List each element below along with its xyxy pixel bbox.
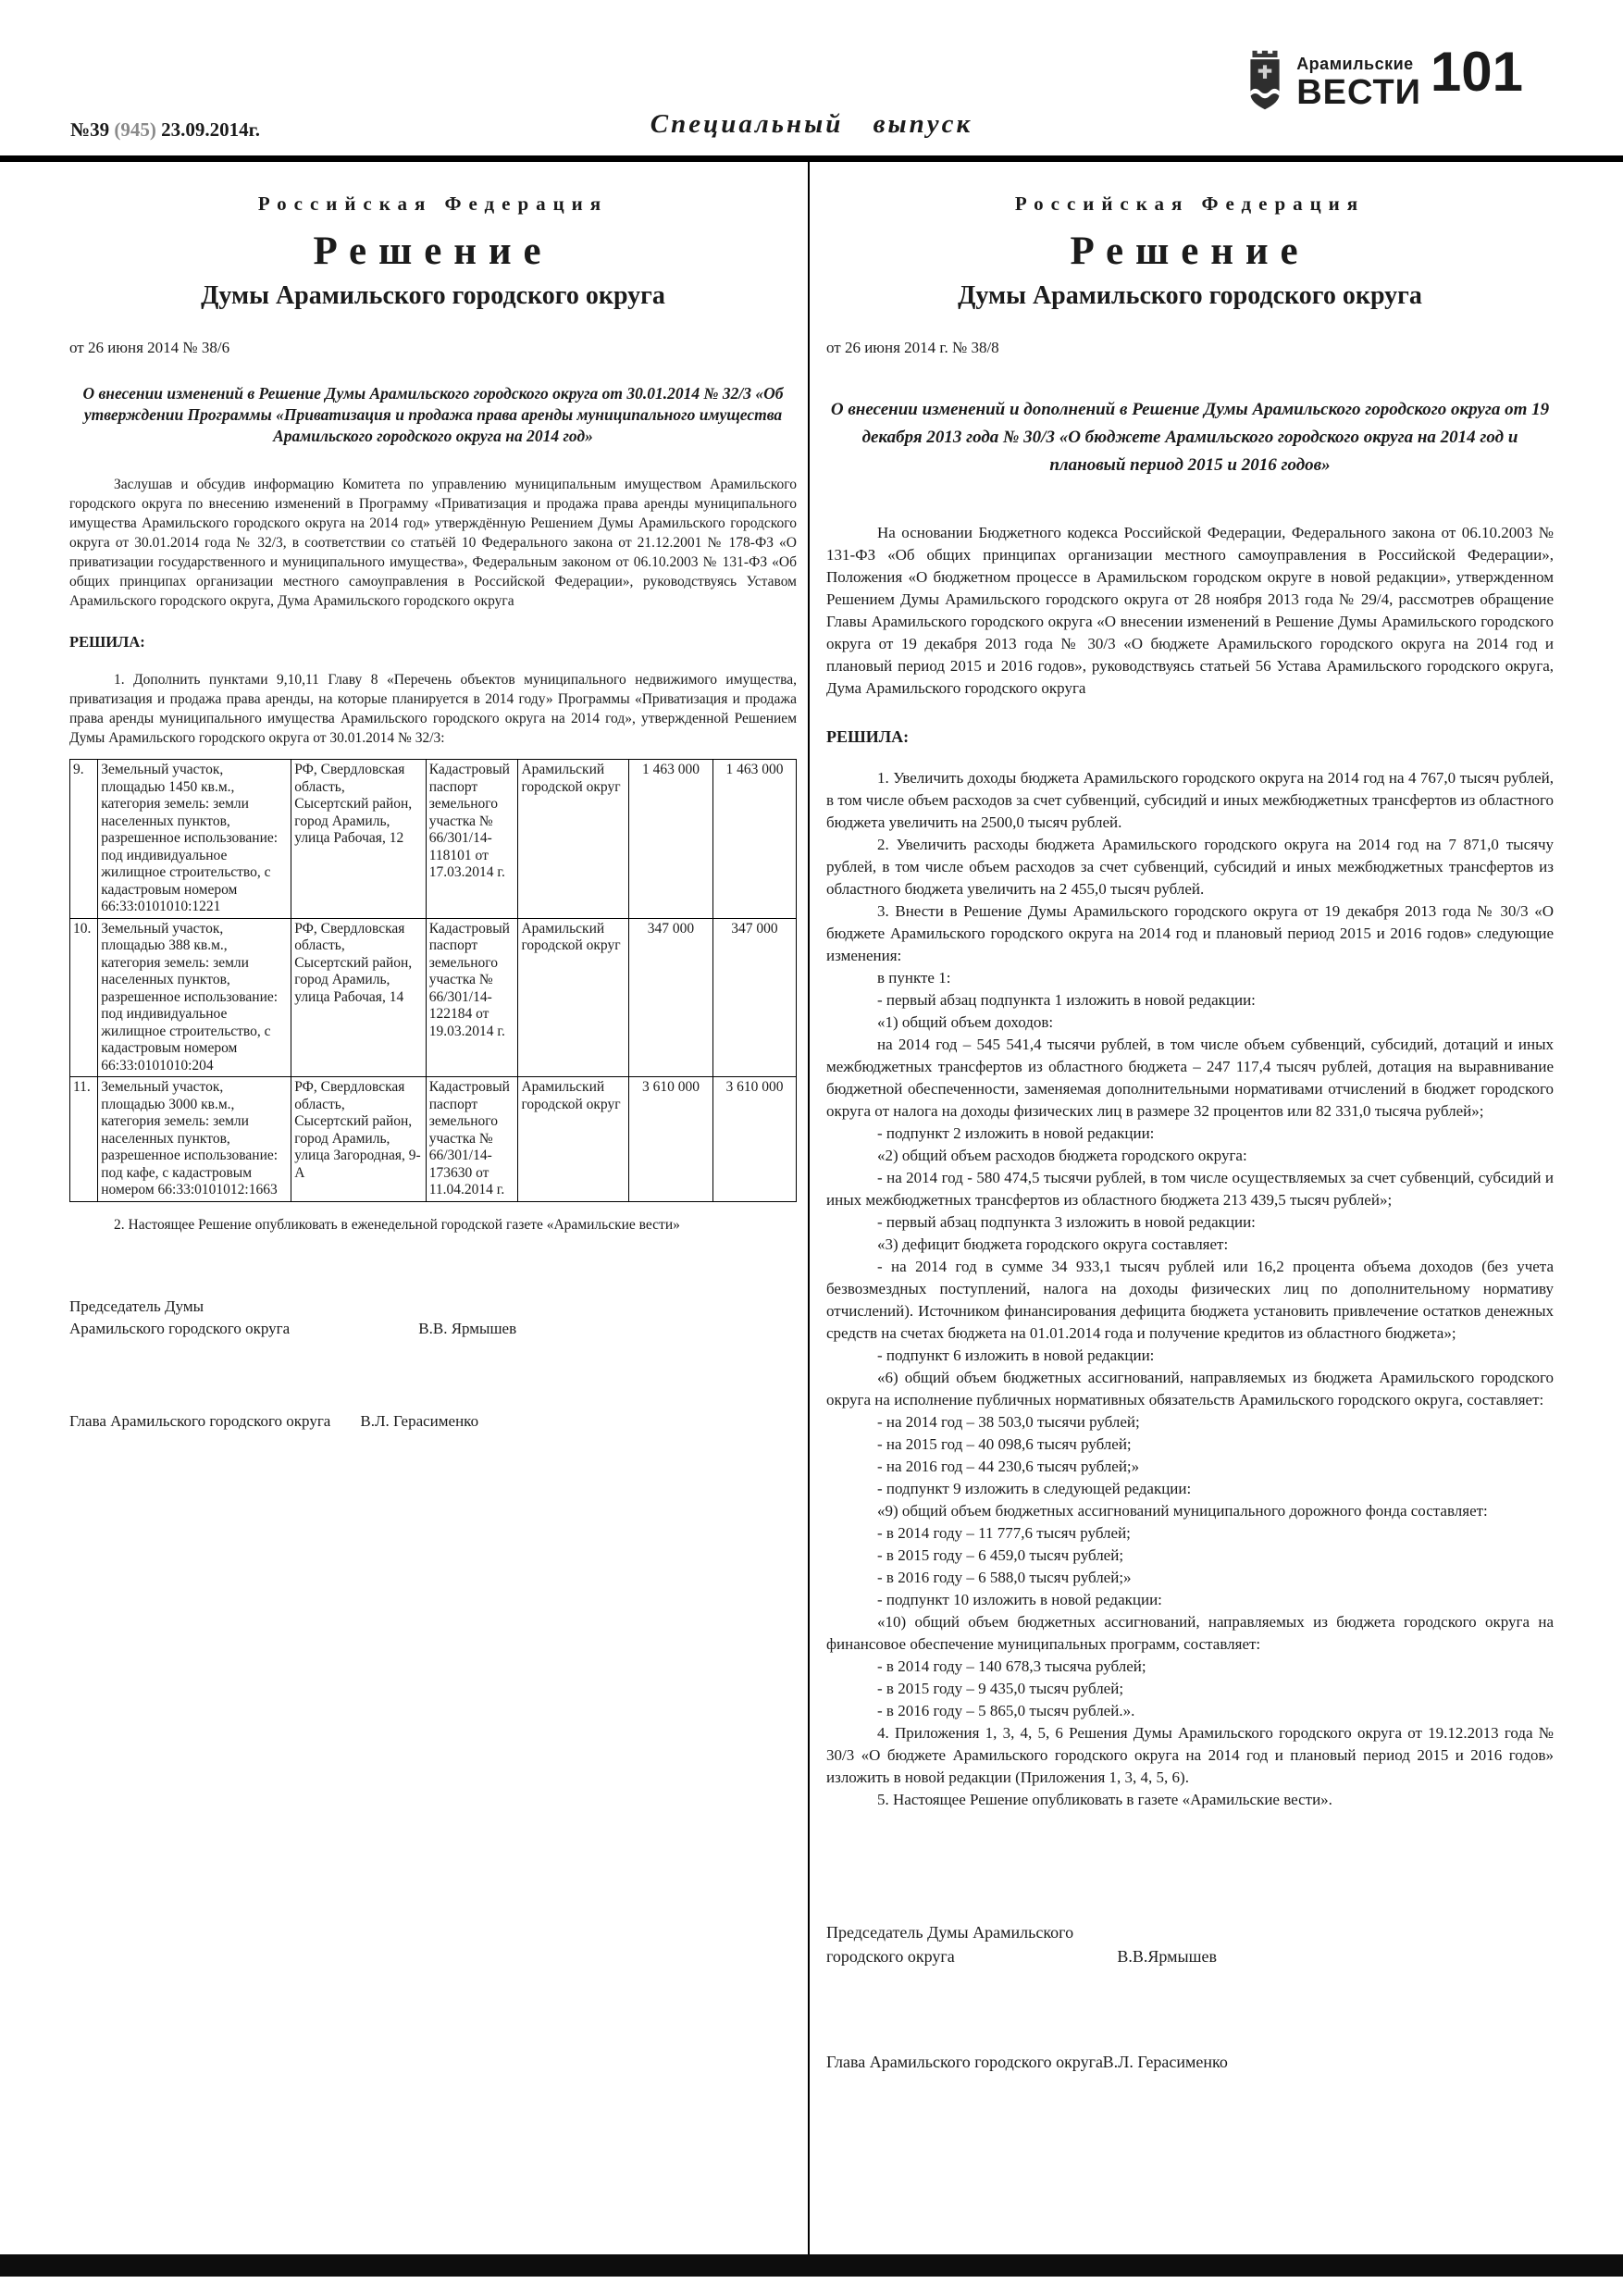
paragraph: - на 2014 год в сумме 34 933,1 тысяч рублей или 16,2 процента объема доходов (без учета безвозмездных поступлений, налога на доходы физических лиц по дополнительному нормативу отчислений). Источником финансирования дефицита бюджета установить привлечение остатков денежных средств на счетах бюджета на 01.01.2014 года и получение кредитов из областного бюджета»; bbox=[826, 1258, 1554, 1342]
signature-chairman bbox=[826, 1920, 1554, 1968]
logo-name-top: Арамильские bbox=[1296, 55, 1414, 73]
paragraph: 2. Увеличить расходы бюджета Арамильского городского округа на 2014 год на 7 871,0 тысячу рублей, в том числе объем расходов за счет субвенций, субсидий и иных межбюджетных трансфертов из областного бюджета увеличить на 2 455,0 тысяч рублей. bbox=[826, 836, 1554, 898]
signature-head bbox=[826, 2050, 1554, 2074]
paragraph: - на 2014 год - 580 474,5 тысячи рублей, в том числе осуществляемых за счет субвенций, субсидий и иных межбюджетных трансфертов из областного бюджета 213 439,5 тысяч рублей»; bbox=[826, 1169, 1554, 1209]
column-divider bbox=[808, 162, 810, 2254]
signature-name: В.Л. Герасименко bbox=[360, 1411, 479, 1430]
paragraph: - подпункт 6 изложить в новой редакции: bbox=[877, 1347, 1155, 1364]
bottom-bar bbox=[0, 2254, 1623, 2277]
paragraph: «9) общий объем бюджетных ассигнований муниципального дорожного фонда составляет: bbox=[877, 1502, 1488, 1520]
decision-body bbox=[826, 767, 1554, 1811]
signature-name: В.В. Ярмышев bbox=[418, 1319, 517, 1337]
resolved-label: РЕШИЛА: bbox=[69, 633, 145, 651]
org-heading: Думы Арамильского городского округа bbox=[958, 281, 1422, 310]
paragraph: 1. Увеличить доходы бюджета Арамильского городского округа на 2014 год на 4 767,0 тысяч рублей, в том числе объем расходов за счет субвенций, субсидий и иных межбюджетных трансфертов из областного бюджета увеличить на 2500,0 тысяч рублей. bbox=[826, 769, 1554, 831]
decision-date: от 26 июня 2014 г. № 38/8 bbox=[826, 339, 999, 356]
paragraph: «10) общий объем бюджетных ассигнований, направляемых из бюджета городского округа на финансовое обеспечение муниципальных программ, составляет: bbox=[826, 1613, 1554, 1653]
cell-description: Земельный участок, площадью 388 кв.м., категория земель: земли населенных пунктов, разрешенное использование: под индивидуальное жилищное строительство, с кадастровым номером 66:33:0101010:204 bbox=[98, 918, 291, 1077]
paragraph: на 2014 год – 545 541,4 тысячи рублей, в том числе объем субвенций, субсидий, дотаций и иных межбюджетных трансфертов из областного бюджета – 247 117,4 тысяч рублей, дотация на выравнивание бюджетной обеспеченности, заменяемая дополнительными нормативами отчислений в бюджет городского округа от налога на доходы физических лиц в размере 32 процентов или 82 331,0 тысяча рублей»; bbox=[826, 1036, 1554, 1120]
resolved-label: РЕШИЛА: bbox=[826, 727, 910, 746]
cell-number: 9. bbox=[70, 760, 98, 919]
signature-name: В.В.Ярмышев bbox=[1117, 1947, 1217, 1966]
table-row bbox=[70, 1077, 797, 1202]
paragraph: - подпункт 9 изложить в следующей редакции: bbox=[877, 1480, 1192, 1497]
paragraph: - на 2016 год – 44 230,6 тысяч рублей;» bbox=[877, 1458, 1140, 1475]
paragraph: - в 2016 году – 6 588,0 тысяч рублей;» bbox=[877, 1569, 1132, 1586]
org-heading: Думы Арамильского городского округа bbox=[201, 281, 665, 310]
country-heading: Российская Федерация bbox=[1014, 192, 1366, 215]
signature-title-line: Председатель Думы Арамильского bbox=[826, 1923, 1074, 1942]
signature-title-line: городского округа bbox=[826, 1947, 955, 1966]
paragraph: 4. Приложения 1, 3, 4, 5, 6 Решения Думы Арамильского городского округа от 19.12.2013 года № 30/3 «О бюджете Арамильского городского округа на 2014 год и плановый период 2015 и 2016 годов» изложить в новой редакции (Приложения 1, 3, 4, 5, 6). bbox=[826, 1724, 1554, 1786]
paragraph: 5. Настоящее Решение опубликовать в газете «Арамильские вести». bbox=[877, 1791, 1332, 1808]
cell-description: Земельный участок, площадью 3000 кв.м., категория земель: земли населенных пунктов, разрешенное использование: под кафе, с кадастровым номером 66:33:0101012:1663 bbox=[98, 1077, 291, 1202]
doc-type-heading: Решение bbox=[313, 230, 553, 273]
cell-number: 10. bbox=[70, 918, 98, 1077]
item-2: 2. Настоящее Решение опубликовать в еженедельной городской газете «Арамильские вести» bbox=[114, 1216, 680, 1233]
cell-cadastral: Кадастровый паспорт земельного участка № 66/301/14-118101 от 17.03.2014 г. bbox=[426, 760, 518, 919]
decision-title: О внесении изменений в Решение Думы Арамильского городского округа от 30.01.2014 № 32/3 «Об утверждении Программы «Приватизация и продажа права аренды муниципального имущества Арамильского городского округа на 2014 год» bbox=[82, 384, 784, 445]
cell-location: РФ, Свердловская область, Сысертский район, город Арамиль, улица Загородная, 9-А bbox=[291, 1077, 427, 1202]
paragraph: - в 2015 году – 6 459,0 тысяч рублей; bbox=[877, 1546, 1124, 1564]
preamble: Заслушав и обсудив информацию Комитета по управлению муниципальным имуществом Арамильского городского округа по внесению изменений в Программу «Приватизация и продажа права аренды муниципального имущества Арамильского городского округа на 2014 год» утверждённую Решением Думы Арамильского городского округа от 30.01.2014 года № 32/3, в соответствии со статьёй 10 Федерального закона от 21.12.2001 № 178-ФЗ «О приватизации государственного и муниципального имущества», Федеральным законом от 06.10.2003 № 131-ФЗ «Об общих принципах организации местного самоуправления в Российской Федерации», руководствуясь Уставом Арамильского городского округа, Дума Арамильского городского округа bbox=[69, 477, 797, 609]
issue-paren: (945) bbox=[114, 118, 156, 141]
signature-title-line: Председатель Думы bbox=[69, 1297, 204, 1315]
cell-value-1: 347 000 bbox=[629, 918, 713, 1077]
table-row bbox=[70, 760, 797, 919]
cell-location: РФ, Свердловская область, Сысертский район, город Арамиль, улица Рабочая, 12 bbox=[291, 760, 427, 919]
cell-value-2: 347 000 bbox=[712, 918, 796, 1077]
cell-cadastral: Кадастровый паспорт земельного участка № 66/301/14-122184 от 19.03.2014 г. bbox=[426, 918, 518, 1077]
decision-title: О внесении изменений и дополнений в Решение Думы Арамильского городского округа от 19 декабря 2013 года № 30/3 «О бюджете Арамильского городского округа на 2014 год и плановый период 2015 и 2016 годов» bbox=[830, 400, 1550, 475]
preamble: На основании Бюджетного кодекса Российской Федерации, Федерального закона от 06.10.2003 № 131-ФЗ «Об общих принципах организации местного самоуправления в Российской Федерации», Положения «О бюджетном процессе в Арамильском городском округе в новой редакции», утвержденном Решением Думы Арамильского городского округа от 28 ноября 2013 года № 29/4, рассмотрев обращение Главы Арамильского городского округа «О внесении изменений в Решение Думы Арамильского городского округа от 19 декабря 2013 года № 30/3 «О бюджете Арамильского городского округа на 2014 год и плановый период 2015 и 2016 годов», руководствуясь статьей 56 Устава Арамильского городского округа, Дума Арамильского городского округа bbox=[826, 524, 1554, 697]
paragraph: «1) общий объем доходов: bbox=[877, 1013, 1054, 1031]
cell-value-2: 1 463 000 bbox=[712, 760, 796, 919]
paragraph: - в 2014 году – 11 777,6 тысяч рублей; bbox=[877, 1524, 1131, 1542]
cell-cadastral: Кадастровый паспорт земельного участка № 66/301/14-173630 от 11.04.2014 г. bbox=[426, 1077, 518, 1202]
signature-title-line: Глава Арамильского городского округа bbox=[69, 1411, 331, 1430]
item-1: 1. Дополнить пунктами 9,10,11 Главу 8 «Перечень объектов муниципального недвижимого имущества, приватизация и продажа права аренды, на которые планируется в 2014 году» Программы «Приватизация и продажа права аренды муниципального имущества Арамильского городского округа на 2014 год», утвержденной Решением Думы Арамильского городского округа от 30.01.2014 № 32/3: bbox=[69, 672, 797, 746]
cell-number: 11. bbox=[70, 1077, 98, 1202]
paragraph: в пункте 1: bbox=[877, 969, 951, 987]
signature-head bbox=[69, 1410, 797, 1433]
paragraph: - первый абзац подпункта 3 изложить в новой редакции: bbox=[877, 1213, 1256, 1231]
signature-title-line: Глава Арамильского городского округа bbox=[826, 2053, 1103, 2071]
aramil-coat-of-arms-icon bbox=[1241, 48, 1289, 113]
decision-38-8 bbox=[826, 168, 1554, 2074]
paragraph: - первый абзац подпункта 1 изложить в новой редакции: bbox=[877, 991, 1256, 1009]
paragraph: - подпункт 2 изложить в новой редакции: bbox=[877, 1124, 1155, 1142]
cell-owner: Арамильский городской округ bbox=[518, 918, 629, 1077]
paragraph: - в 2016 году – 5 865,0 тысяч рублей.». bbox=[877, 1702, 1135, 1719]
signature-chairman bbox=[69, 1296, 797, 1340]
paragraph: «6) общий объем бюджетных ассигнований, направляемых из бюджета Арамильского городского округа на исполнение публичных нормативных обязательств Арамильского городского округа, составляет: bbox=[826, 1369, 1554, 1409]
cell-owner: Арамильский городской округ bbox=[518, 760, 629, 919]
paragraph: 3. Внести в Решение Думы Арамильского городского округа от 19 декабря 2013 года № 30/3 «О бюджете Арамильского городского округа на 2014 год и плановый период 2015 и 2016 годов» следующие изменения: bbox=[826, 902, 1554, 964]
issue-number: №39 bbox=[70, 118, 110, 141]
decision-date: от 26 июня 2014 № 38/6 bbox=[69, 339, 230, 356]
issue-date: 23.09.2014г. bbox=[161, 118, 261, 141]
paragraph: - на 2015 год – 40 098,6 тысяч рублей; bbox=[877, 1435, 1132, 1453]
doc-type-heading: Решение bbox=[1070, 230, 1310, 273]
land-parcels-table bbox=[69, 759, 797, 1202]
newspaper-logo bbox=[1241, 48, 1421, 113]
logo-text bbox=[1296, 48, 1421, 110]
signature-name: В.Л. Герасименко bbox=[1102, 2053, 1228, 2071]
signature-title-line: Арамильского городского округа bbox=[69, 1319, 291, 1337]
header-rule bbox=[0, 155, 1623, 162]
paragraph: - в 2014 году – 140 678,3 тысяча рублей; bbox=[877, 1657, 1146, 1675]
cell-owner: Арамильский городской округ bbox=[518, 1077, 629, 1202]
country-heading: Российская Федерация bbox=[257, 192, 609, 215]
paragraph: - подпункт 10 изложить в новой редакции: bbox=[877, 1591, 1162, 1608]
paragraph: - на 2014 год – 38 503,0 тысячи рублей; bbox=[877, 1413, 1140, 1431]
cell-location: РФ, Свердловская область, Сысертский район, город Арамиль, улица Рабочая, 14 bbox=[291, 918, 427, 1077]
paragraph: «2) общий объем расходов бюджета городского округа: bbox=[877, 1147, 1247, 1164]
cell-description: Земельный участок, площадью 1450 кв.м., категория земель: земли населенных пунктов, разрешенное использование: под индивидуальное жилищное строительство, с кадастровым номером 66:33:0101010:1221 bbox=[98, 760, 291, 919]
cell-value-1: 1 463 000 bbox=[629, 760, 713, 919]
page-number: 101 bbox=[1430, 41, 1523, 103]
cell-value-2: 3 610 000 bbox=[712, 1077, 796, 1202]
paragraph: «3) дефицит бюджета городского округа составляет: bbox=[877, 1235, 1229, 1253]
decision-38-6 bbox=[69, 168, 797, 1433]
logo-name-bottom: ВЕСТИ bbox=[1296, 73, 1421, 112]
paragraph: - в 2015 году – 9 435,0 тысяч рублей; bbox=[877, 1680, 1124, 1697]
table-row bbox=[70, 918, 797, 1077]
special-issue-heading: Специальный выпуск bbox=[650, 109, 973, 139]
cell-value-1: 3 610 000 bbox=[629, 1077, 713, 1202]
